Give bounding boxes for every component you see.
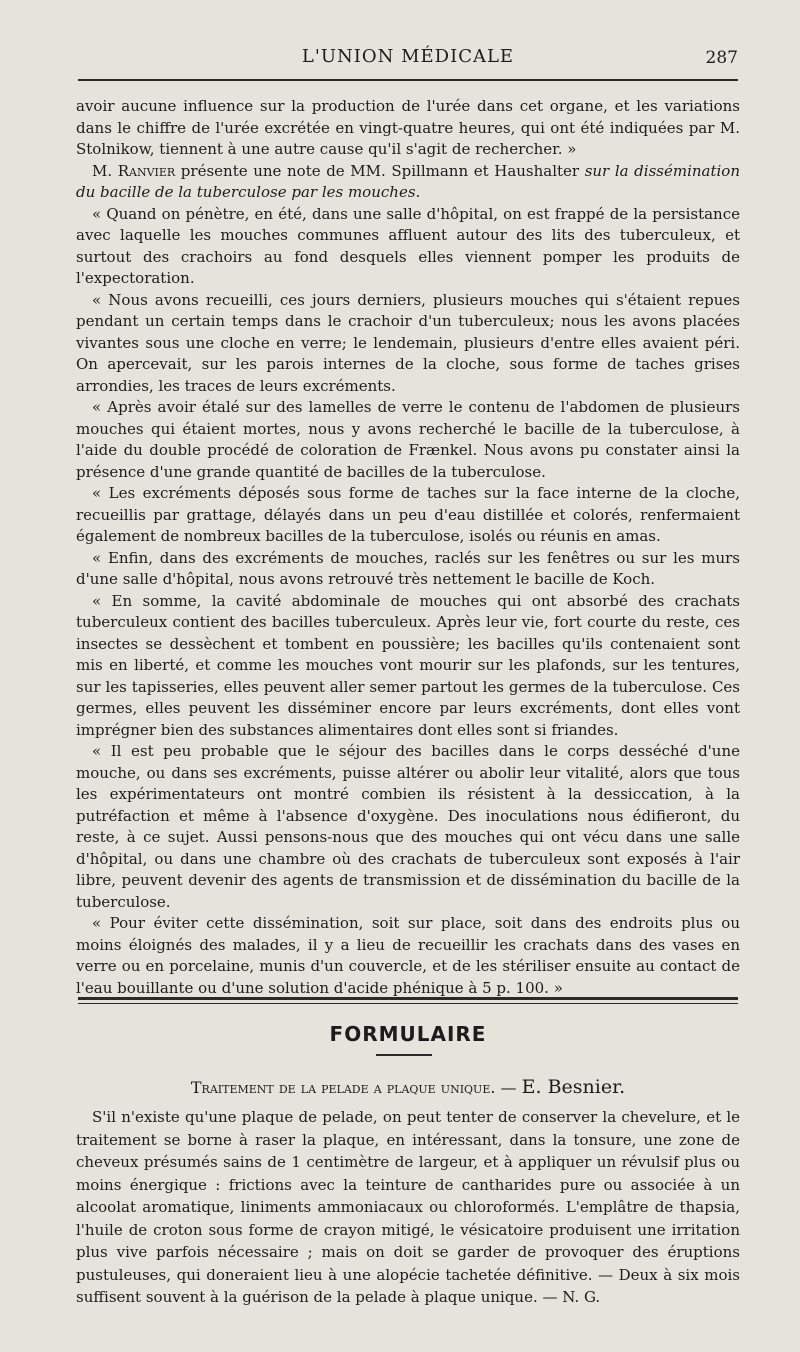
header-rule xyxy=(78,79,738,81)
text-run: présente une note de MM. Spillmann et Haushalter xyxy=(175,161,585,180)
subheading-author: E. Besnier. xyxy=(521,1076,626,1098)
note-title: sur la dissémination du bacille de la tuberculose par les mouches. xyxy=(76,161,740,201)
text-run: M. xyxy=(92,161,118,180)
subheading-dash: — xyxy=(495,1078,522,1097)
paragraph: « Les excréments déposés sous forme de taches sur la face interne de la cloche, recueillis par grattage, délayés dans un peu d'eau distillée et colorés, renfermaient également de nombreux bacilles de la tuberculose, isolés ou réunis en amas. xyxy=(76,484,740,545)
section-title: FORMULAIRE xyxy=(329,1022,487,1046)
author-name: Ranvier xyxy=(117,161,176,180)
paragraph: « Nous avons recueilli, ces jours derniers, plusieurs mouches qui s'étaient repues pendant un certain temps dans le crachoir d'un tuberculeux; nous les avons placées vivantes sous une cloche en verre; le lendemain, plusieurs d'entre elles avaient péri. On apercevait, sur les parois internes de la cloche, sous forme de taches grises arrondies, les traces de leurs excréments. xyxy=(76,290,740,395)
article-subheading xyxy=(76,1076,740,1098)
subheading-title: Traitement de la pelade a plaque unique. xyxy=(190,1078,496,1097)
paragraph: « Quand on pénètre, en été, dans une salle d'hôpital, on est frappé de la persistance avec laquelle les mouches communes affluent autour des lits des tuberculeux, et surtout des crachoirs au fond desquels elles viennent pomper les produits de l'expectoration. xyxy=(76,204,740,287)
running-title: L'UNION MÉDICALE xyxy=(301,46,515,67)
title-underline xyxy=(376,1054,432,1056)
section-divider xyxy=(78,997,738,1000)
paragraph: S'il n'existe qu'une plaque de pelade, on peut tenter de conserver la chevelure, et le traitement se borne à raser la plaque, en intéressant, dans la tonsure, une zone de cheveux présumés sains de 1 centimètre de largeur, et à appliquer un révulsif plus ou moins énergique : frictions avec la teinture de cantharides pure ou associée à un alcoolat aromatique, liniments ammoniacaux ou chloroformés. L'emplâtre de thapsia, l'huile de croton sous forme de crayon mitigé, le vésicatoire produisent une irritation plus vive parfois nécessaire ; mais on doit se garder de provoquer des éruptions pustuleuses, qui doneraient lieu à une alopécie tachetée définitive. — Deux à six mois suffisent souvent à la guérison de la pelade à plaque unique. — N. G. xyxy=(76,1108,740,1306)
section-divider-thin xyxy=(78,1003,738,1004)
paragraph: « Pour éviter cette dissémination, soit sur place, soit dans des endroits plus ou moins éloignés des malades, il y a lieu de recueillir les crachats dans des vases en verre ou en porcelaine, munis d'un couvercle, et de les stériliser ensuite au contact de l'eau bouillante ou d'une solution d'acide phénique à 5 p. 100. » xyxy=(76,914,740,997)
page-number: 287 xyxy=(705,48,738,68)
paragraph: « Après avoir étalé sur des lamelles de verre le contenu de l'abdomen de plusieurs mouches qui étaient mortes, nous y avons recherché le bacille de la tuberculose, à l'aide du double procédé de coloration de Frænkel. Nous avons pu constater ainsi la présence d'une grande quantité de bacilles de la tuberculose. xyxy=(76,398,740,481)
paragraph: « Il est peu probable que le séjour des bacilles dans le corps desséché d'une mouche, ou dans ses excréments, puisse altérer ou abolir leur vitalité, alors que tous les expérimentateurs ont montré combien ils résistent à la dessiccation, à la putréfaction et même à l'absence d'oxygène. Des inoculations nous édifieront, du reste, à ce sujet. Aussi pensons-nous que des mouches qui ont vécu dans une salle d'hôpital, ou dans une chambre où des crachats de tuberculeux sont exposés à l'air libre, peuvent devenir des agents de transmission et de dissémination du bacille de la tuberculose. xyxy=(76,742,740,911)
paragraph: « Enfin, dans des excréments de mouches, raclés sur les fenêtres ou sur les murs d'une salle d'hôpital, nous avons retrouvé très nettement le bacille de Koch. xyxy=(76,548,740,588)
formulaire-body xyxy=(76,1106,740,1309)
paragraph: avoir aucune influence sur la production de l'urée dans cet organe, et les variations dans le chiffre de l'urée excrétée en vingt-quatre heures, qui ont été indiquées par M. Stolnikow, tiennent à une autre cause qu'il s'agit de rechercher. » xyxy=(76,97,740,158)
article-body xyxy=(76,96,740,999)
paragraph: « En somme, la cavité abdominale de mouches qui ont absorbé des crachats tuberculeux contient des bacilles tuberculeux. Après leur vie, fort courte du reste, ces insectes se dessèchent et tombent en poussière; les bacilles qu'ils contenaient sont mis en liberté, et comme les mouches vont mourir sur les plafonds, sur les tentures, sur les tapisseries, elles peuvent aller semer partout les germes de la tuberculose. Ces germes, elles peuvent les disséminer encore par leurs excréments, dont elles vont imprégner bien des substances alimentaires dont elles sont si friandes. xyxy=(76,591,740,739)
paragraph-ranvier xyxy=(76,161,740,204)
page-header xyxy=(76,46,740,76)
